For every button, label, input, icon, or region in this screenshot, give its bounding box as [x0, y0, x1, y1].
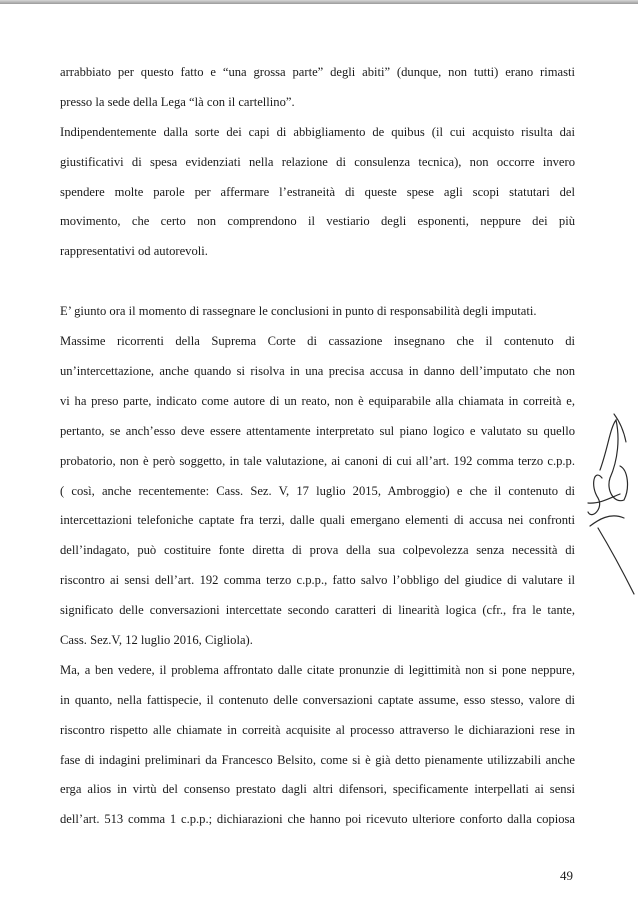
page-number: 49: [560, 868, 573, 883]
text-line: intercettazioni telefoniche captate fra terzi, dalle quali emergano elementi di accusa nei confronti: [60, 513, 575, 528]
document-body: [60, 58, 575, 835]
text-line: un’intercettazione, anche quando si risolva in una precisa accusa in danno dell’imputato che non: [60, 364, 575, 379]
text-line: Ma, a ben vedere, il problema affrontato dalle citate pronunzie di legittimità non si pone neppure,: [60, 662, 575, 677]
text-line: Massime ricorrenti della Suprema Corte di cassazione insegnano che il contenuto di: [60, 334, 575, 349]
paragraph: [60, 327, 575, 656]
text-line: in quanto, nella fattispecie, il contenuto delle conversazioni captate assume, esso stesso, valore di: [60, 692, 575, 707]
paragraph: [60, 118, 575, 267]
text-line: pertanto, se anch’esso deve essere attentamente interpretato sul piano logico e valutato su quello: [60, 423, 575, 438]
text-line: arrabbiato per questo fatto e “una grossa parte” degli abiti” (dunque, non tutti) erano rimasti: [60, 65, 575, 79]
text-line: dell’art. 513 comma 1 c.p.p.; dichiarazioni che hanno poi ricevuto ulteriore conforto dalla copiosa: [60, 812, 575, 827]
text-line: presso la sede della Lega “là con il cartellino”.: [60, 94, 295, 109]
paragraph: [60, 297, 575, 327]
text-line: ( così, anche recentemente: Cass. Sez. V, 17 luglio 2015, Ambroggio) e che il contenuto di: [60, 483, 575, 498]
text-line: fase di indagini preliminari da Francesco Belsito, come si è già detto pienamente utilizzabili anche: [60, 752, 575, 767]
text-line: probatorio, non è però soggetto, in tale valutazione, ai canoni di cui all’art. 192 comma terzo c.p.p.: [60, 453, 575, 468]
text-line: vi ha preso parte, indicato come autore di un reato, non è equiparabile alla chiamata in correità e,: [60, 393, 575, 408]
text-line: erga alios in virtù del consenso prestato dagli altri difensori, specificamente interpellati ai sensi: [60, 782, 575, 797]
text-line: movimento, che certo non comprendono il vestiario degli esponenti, neppure dei più: [60, 214, 575, 229]
page-top-border: [0, 0, 638, 4]
paragraph: [60, 58, 575, 118]
text-line: Cass. Sez.V, 12 luglio 2016, Cigliola).: [60, 633, 253, 648]
text-line: significato delle conversazioni intercettate secondo caratteri di linearità logica (cfr., fra le tante,: [60, 603, 575, 618]
text-line: spendere molte parole per affermare l’estraneità di queste spese agli scopi statutari del: [60, 184, 575, 199]
paragraph-spacer: [60, 267, 575, 297]
handwritten-signature: [580, 408, 636, 598]
text-line: riscontro ai sensi dell’art. 192 comma terzo c.p.p., fatto salvo l’obbligo del giudice di valutare il: [60, 573, 575, 588]
text-line: Indipendentemente dalla sorte dei capi di abbigliamento de quibus (il cui acquisto risulta dai: [60, 124, 575, 139]
text-line: E’ giunto ora il momento di rassegnare le conclusioni in punto di responsabilità degli imputati.: [60, 304, 537, 319]
text-line: dell’indagato, può costituire fonte diretta di prova della sua colpevolezza senza necessità di: [60, 543, 575, 558]
paragraph: [60, 656, 575, 835]
text-line: giustificativi di spesa evidenziati nella relazione di consulenza tecnica), non occorre invero: [60, 154, 575, 169]
text-line: riscontro rispetto alle chiamate in correità acquisite al processo attraverso le dichiarazioni rese in: [60, 722, 575, 737]
text-line: rappresentativi od autorevoli.: [60, 244, 208, 259]
